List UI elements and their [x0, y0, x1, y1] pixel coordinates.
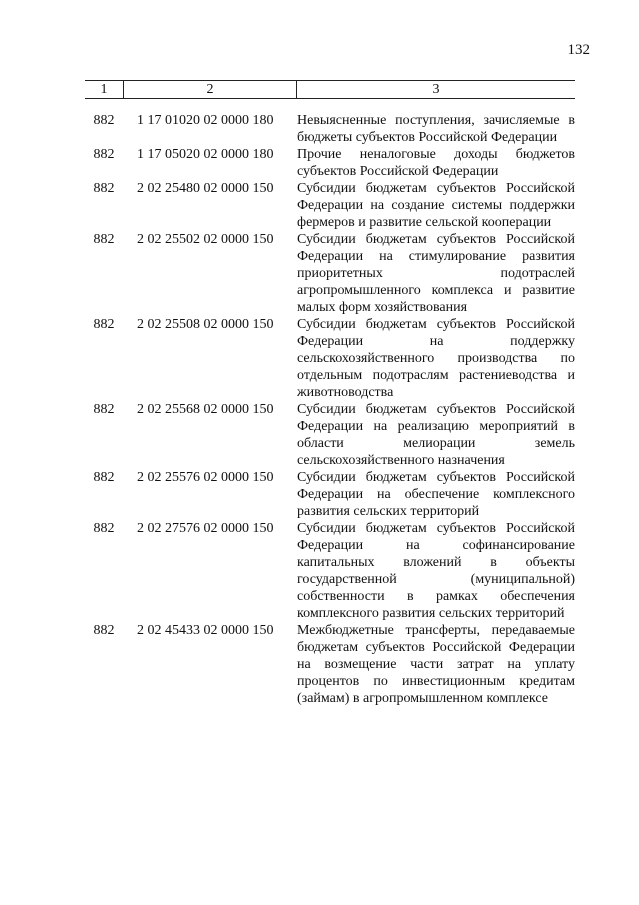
admin-code-cell: 882 — [93, 521, 115, 536]
classification-code-cell: 2 02 25480 02 0000 150 — [137, 181, 274, 196]
table-row — [85, 622, 575, 707]
admin-code-cell: 882 — [93, 623, 115, 638]
classification-code-cell: 1 17 01020 02 0000 180 — [137, 113, 274, 128]
admin-code-cell: 882 — [93, 147, 115, 162]
table-row — [85, 401, 575, 469]
table-row — [85, 180, 575, 231]
description-cell: Субсидии бюджетам субъектов Российской Федерации на поддержку сельскохозяйственного производства по отдельным подотраслям растениеводства и животноводства — [297, 317, 575, 400]
table-row — [85, 469, 575, 520]
column-header-1: 1 — [85, 81, 124, 98]
budget-classification-table — [85, 80, 575, 707]
table-row — [85, 520, 575, 622]
table-header-row — [85, 80, 575, 99]
description-cell: Субсидии бюджетам субъектов Российской Федерации на стимулирование развития приоритетных подотраслей агропромышленного комплекса и развитие малых форм хозяйствования — [297, 232, 575, 315]
classification-code-cell: 2 02 25568 02 0000 150 — [137, 402, 274, 417]
classification-code-cell: 2 02 25576 02 0000 150 — [137, 470, 274, 485]
description-cell: Межбюджетные трансферты, передаваемые бюджетам субъектов Российской Федерации на возмещение части затрат на уплату процентов по инвестиционным кредитам (займам) в агропромышленном комплексе — [297, 623, 575, 706]
classification-code-cell: 1 17 05020 02 0000 180 — [137, 147, 274, 162]
classification-code-cell: 2 02 25508 02 0000 150 — [137, 317, 274, 332]
admin-code-cell: 882 — [93, 317, 115, 332]
description-cell: Субсидии бюджетам субъектов Российской Федерации на реализацию мероприятий в области мелиорации земель сельскохозяйственного назначения — [297, 402, 575, 468]
page-number: 132 — [567, 42, 590, 58]
admin-code-cell: 882 — [93, 470, 115, 485]
classification-code-cell: 2 02 25502 02 0000 150 — [137, 232, 274, 247]
classification-code-cell: 2 02 27576 02 0000 150 — [137, 521, 274, 536]
table-row — [85, 112, 575, 146]
column-header-3: 3 — [432, 82, 440, 97]
admin-code-cell: 882 — [93, 232, 115, 247]
classification-code-cell: 2 02 45433 02 0000 150 — [137, 623, 274, 638]
table-row — [85, 146, 575, 180]
description-cell: Прочие неналоговые доходы бюджетов субъектов Российской Федерации — [297, 147, 575, 179]
column-header-2: 2 — [124, 81, 297, 98]
description-cell: Субсидии бюджетам субъектов Российской Федерации на создание системы поддержки фермеров и развитие сельской кооперации — [297, 181, 575, 230]
table-row — [85, 316, 575, 401]
table-row — [85, 231, 575, 316]
admin-code-cell: 882 — [93, 113, 115, 128]
admin-code-cell: 882 — [93, 181, 115, 196]
admin-code-cell: 882 — [93, 402, 115, 417]
description-cell: Субсидии бюджетам субъектов Российской Федерации на обеспечение комплексного развития сельских территорий — [297, 470, 575, 519]
description-cell: Невыясненные поступления, зачисляемые в бюджеты субъектов Российской Федерации — [297, 113, 575, 145]
table-body — [85, 99, 575, 707]
description-cell: Субсидии бюджетам субъектов Российской Федерации на софинансирование капитальных вложений в объекты государственной (муниципальной) собственности в рамках обеспечения комплексного развития сельских территорий — [297, 521, 575, 621]
